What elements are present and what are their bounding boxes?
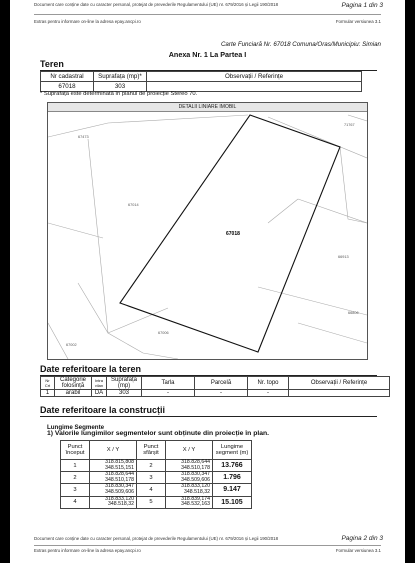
cell-coord: 318.815,808 348.515,151 bbox=[90, 460, 137, 472]
anexa-title: Anexa Nr. 1 La Partea I bbox=[168, 50, 247, 59]
cell-coord: 318.833,120 348.518,32 bbox=[166, 484, 213, 496]
cell: 2 bbox=[137, 460, 166, 472]
cell: 3 bbox=[61, 484, 90, 496]
footer-disclaimer: Document care conține date cu caracter personal, protejat de prevederile Regulamentului (UE) nr. 679/2016 și Legii 190/2018 bbox=[34, 536, 279, 541]
lungime-subtitle: 1) Valorile lungimilor segmentelor sunt obținute din proiecție în plan. bbox=[47, 430, 270, 437]
section-rule bbox=[40, 416, 377, 417]
cell: 1 bbox=[41, 390, 55, 397]
cell-length: 15.105 bbox=[213, 496, 252, 508]
extras-text: Extras pentru informare on-line la adresa epay.ancpi.ro bbox=[34, 19, 141, 24]
cell: arabil bbox=[55, 390, 92, 397]
cell-coord: 318.828,644 348.510,178 bbox=[166, 460, 213, 472]
date-teren-table bbox=[40, 376, 390, 397]
map-label: 66806 bbox=[348, 311, 359, 315]
col-header: Suprafața (mp) bbox=[107, 377, 142, 390]
map-label: 67006 bbox=[158, 331, 169, 335]
cell-coord: 318.833,120 348.518,32 bbox=[90, 496, 137, 508]
formular-version: Formular versiunea 3.1 bbox=[335, 19, 381, 24]
cell-coord: 318.830,347 348.509,606 bbox=[90, 484, 137, 496]
carte-funciara: Carte Funciară Nr. 67018 Comuna/Oras/Municipiu: Simian bbox=[220, 41, 381, 48]
col-header: Punct început bbox=[61, 441, 90, 460]
col-header: Categorie folosință bbox=[55, 377, 92, 390]
cell-length: 9.147 bbox=[213, 484, 252, 496]
map-label: 67473 bbox=[78, 135, 89, 139]
cell-nr-cadastral: 67018 bbox=[41, 82, 94, 92]
teren-title: Teren bbox=[40, 59, 64, 69]
map-drawing bbox=[48, 103, 367, 359]
divider bbox=[34, 14, 381, 15]
col-header: Suprafața (mp)* bbox=[94, 72, 147, 82]
cell: DA bbox=[92, 390, 107, 397]
cell: 3 bbox=[137, 472, 166, 484]
col-header: Observații / Referințe bbox=[289, 377, 390, 390]
map-label-center: 67018 bbox=[226, 231, 240, 237]
page-number-footer: Pagina 2 din 3 bbox=[341, 535, 383, 542]
header-disclaimer: Document care conține date cu caracter personal, protejat de prevederile Regulamentului (UE) nr. 679/2016 și Legii 190/2018 bbox=[34, 2, 279, 7]
cell-suprafata: 303 bbox=[94, 82, 147, 92]
lungime-table bbox=[60, 440, 252, 509]
cell: - bbox=[248, 390, 289, 397]
cell-coord: 318.830,347 348.509,606 bbox=[166, 472, 213, 484]
divider bbox=[34, 545, 381, 546]
parcel-map bbox=[47, 102, 368, 360]
cell-length: 13.766 bbox=[213, 460, 252, 472]
col-header: Observații / Referințe bbox=[147, 72, 362, 82]
cell: 2 bbox=[61, 472, 90, 484]
cell: 4 bbox=[61, 496, 90, 508]
col-header: Tarla bbox=[142, 377, 195, 390]
col-header: X / Y bbox=[90, 441, 137, 460]
col-header: Nr Crt bbox=[41, 377, 55, 390]
cell: 303 bbox=[107, 390, 142, 397]
cell-coord: 318.839,174 348.532,163 bbox=[166, 496, 213, 508]
document-page bbox=[10, 0, 405, 563]
cell-length: 1.796 bbox=[213, 472, 252, 484]
col-header: Nr. topo bbox=[248, 377, 289, 390]
col-header: Punct sfârșit bbox=[137, 441, 166, 460]
col-header: X / Y bbox=[166, 441, 213, 460]
teren-table bbox=[40, 71, 362, 92]
col-header: Parcelă bbox=[195, 377, 248, 390]
date-constructii-title: Date referitoare la construcții bbox=[40, 405, 166, 415]
cell: 5 bbox=[137, 496, 166, 508]
page-number: Pagina 1 din 3 bbox=[341, 2, 383, 9]
col-header: Nr cadastral bbox=[41, 72, 94, 82]
cell: - bbox=[195, 390, 248, 397]
cell: 4 bbox=[137, 484, 166, 496]
cell: 1 bbox=[61, 460, 90, 472]
lungime-title: Lungime Segmente bbox=[47, 424, 105, 431]
footer-formular: Formular versiunea 3.1 bbox=[335, 548, 381, 553]
footer-extras: Extras pentru informare on-line la adresa epay.ancpi.ro bbox=[34, 548, 141, 553]
map-title: DETALII LINIARE IMOBIL bbox=[48, 103, 367, 112]
map-label: 67014 bbox=[128, 203, 139, 207]
cell-coord: 318.828,644 348.510,178 bbox=[90, 472, 137, 484]
col-header: Lungime segment (m) bbox=[213, 441, 252, 460]
map-label: 66913 bbox=[338, 255, 349, 259]
cell bbox=[289, 390, 390, 397]
suprafata-note: * Suprafața este determinată în planul de proiecție Stereo 70. bbox=[40, 91, 198, 97]
date-teren-title: Date referitoare la teren bbox=[40, 364, 142, 374]
map-label: 67002 bbox=[66, 343, 77, 347]
map-label: 71767 bbox=[344, 123, 355, 127]
cell: - bbox=[142, 390, 195, 397]
col-header: Intra vilan bbox=[92, 377, 107, 390]
cell-observatii bbox=[147, 82, 362, 92]
